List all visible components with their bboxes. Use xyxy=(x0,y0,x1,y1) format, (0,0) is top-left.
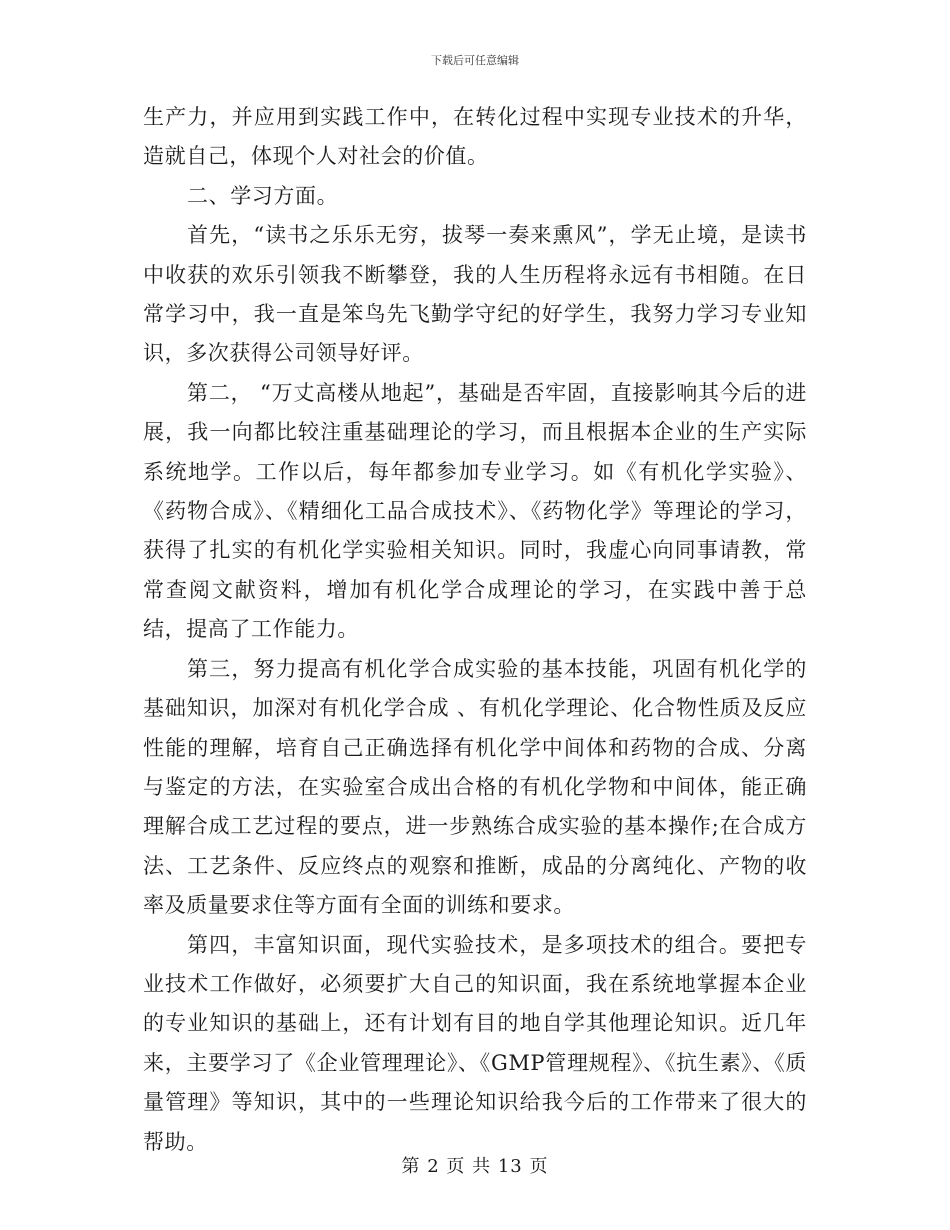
paragraph-third: 第三，努力提高有机化学合成实验的基本技能，巩固有机化学的基础知识，加深对有机化学合成 、有机化学理论、化合物性质及反应性能的理解，培育自己正确选择有机化学中间体和药物的合成、分离与鉴定的方法，在实验室合成出合格的有机化学物和中间体，能正确理解合成工艺过程的要点，进一步熟练合成实验的基本操作;在合成方法、工艺条件、反应终点的观察和推断，成品的分离纯化、产物的收率及质量要求住等方面有全面的训练和要求。 xyxy=(143,656,807,918)
paragraph-first: 首先，“读书之乐乐无穷，拔琴一奏来熏风”，学无止境，是读书中收获的欢乐引领我不断攀登，我的人生历程将永远有书相随。在日常学习中，我一直是笨鸟先飞勤学守纪的好学生，我努力学习专业知识，多次获得公司领导好评。 xyxy=(143,223,807,366)
page-footer: 第 2 页 共 13 页 xyxy=(401,1156,549,1177)
section-heading-study: 二、学习方面。 xyxy=(187,183,339,208)
paragraph-fourth: 第四，丰富知识面，现代实验技术，是多项技术的组合。要把专业技术工作做好，必须要扩大自己的知识面，我在系统地掌握本企业的专业知识的基础上，还有计划有目的地自学其他理论知识。近几年来，主要学习了《企业管理理论》、《GMP管理规程》、《抗生素》、《质量管理》等知识，其中的一些理论知识给我今后的工作带来了很大的帮助。 xyxy=(143,932,807,1154)
paragraph-continuation: 生产力，并应用到实践工作中，在转化过程中实现专业技术的升华，造就自己，体现个人对社会的价值。 xyxy=(143,105,807,169)
page-header: 下载后可任意编辑 xyxy=(431,54,519,67)
document-body xyxy=(143,98,807,1162)
paragraph-second: 第二， “万丈高楼从地起”，基础是否牢固，直接影响其今后的进展，我一向都比较注重基础理论的学习，而且根据本企业的生产实际系统地学。工作以后，每年都参加专业学习。如《有机化学实验》、《药物合成》、《精细化工品合成技术》、《药物化学》等理论的学习，获得了扎实的有机化学实验相关知识。同时，我虚心向同事请教，常常查阅文献资料，增加有机化学合成理论的学习，在实践中善于总结，提高了工作能力。 xyxy=(143,380,807,642)
